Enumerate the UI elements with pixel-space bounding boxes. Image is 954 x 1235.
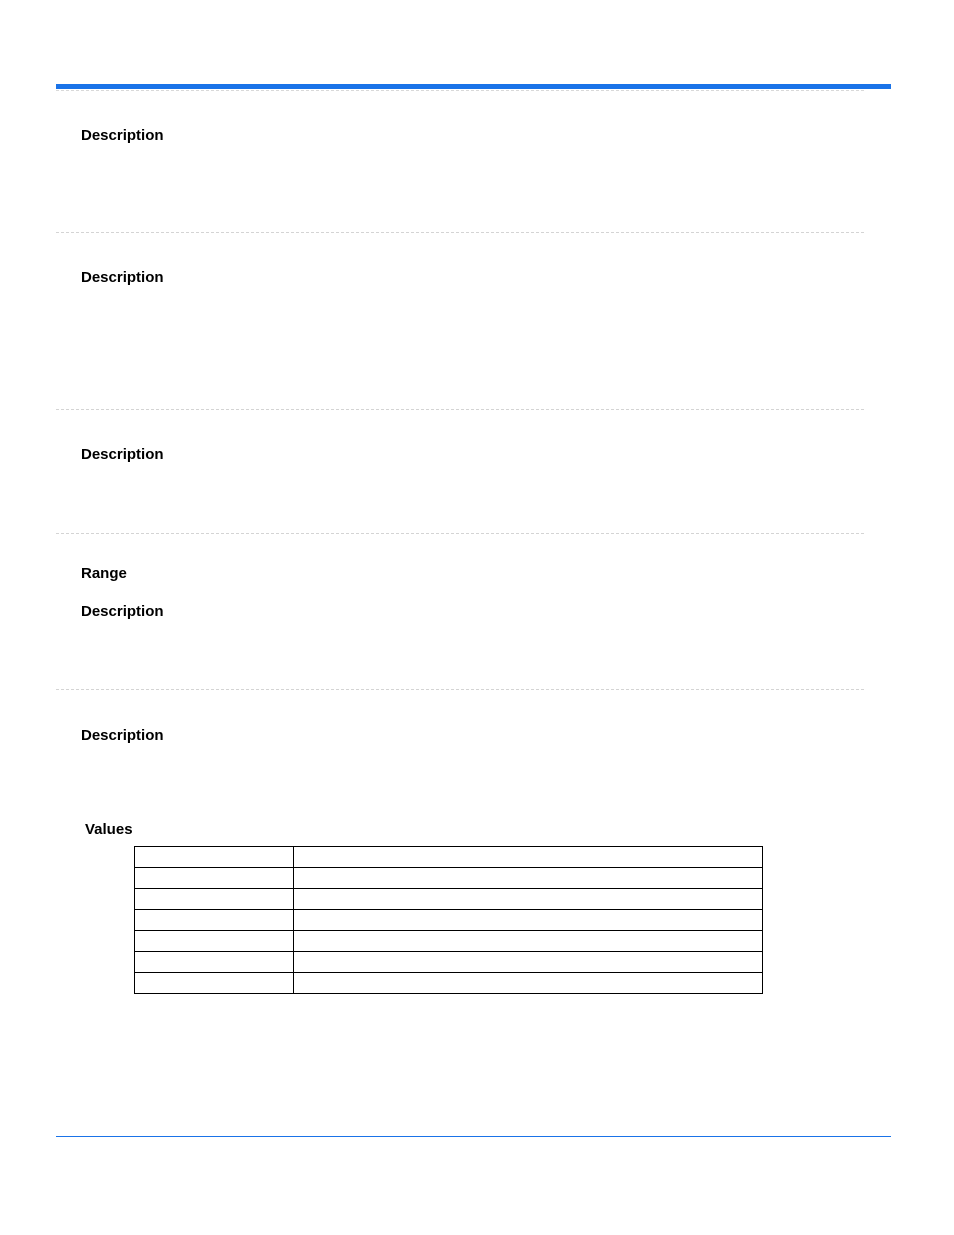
section-2-heading: Description [81,269,164,286]
section-4-range-label: Range [81,565,127,582]
table-cell [135,973,294,994]
section-3-heading: Description [81,446,164,463]
table-row [135,847,763,868]
section-4-heading: Description [81,603,164,620]
footer-rule [56,1136,891,1137]
values-title: Values [85,821,133,838]
table-cell [135,910,294,931]
table-cell [294,847,763,868]
table-cell [294,868,763,889]
header-accent-bar [56,84,891,89]
table-cell [294,931,763,952]
table-cell [135,931,294,952]
table-cell [294,973,763,994]
values-table [134,846,763,994]
table-cell [135,868,294,889]
table-row [135,868,763,889]
header-dashed-rule [56,90,864,91]
section-separator [56,533,864,534]
table-cell [294,889,763,910]
section-separator [56,232,864,233]
section-5-heading: Description [81,727,164,744]
section-separator [56,409,864,410]
table-row [135,931,763,952]
table-cell [135,847,294,868]
table-row [135,952,763,973]
table-row [135,889,763,910]
table-cell [294,910,763,931]
section-1-heading: Description [81,127,164,144]
table-row [135,973,763,994]
table-cell [135,889,294,910]
table-cell [294,952,763,973]
table-cell [135,952,294,973]
section-separator [56,689,864,690]
table-row [135,910,763,931]
